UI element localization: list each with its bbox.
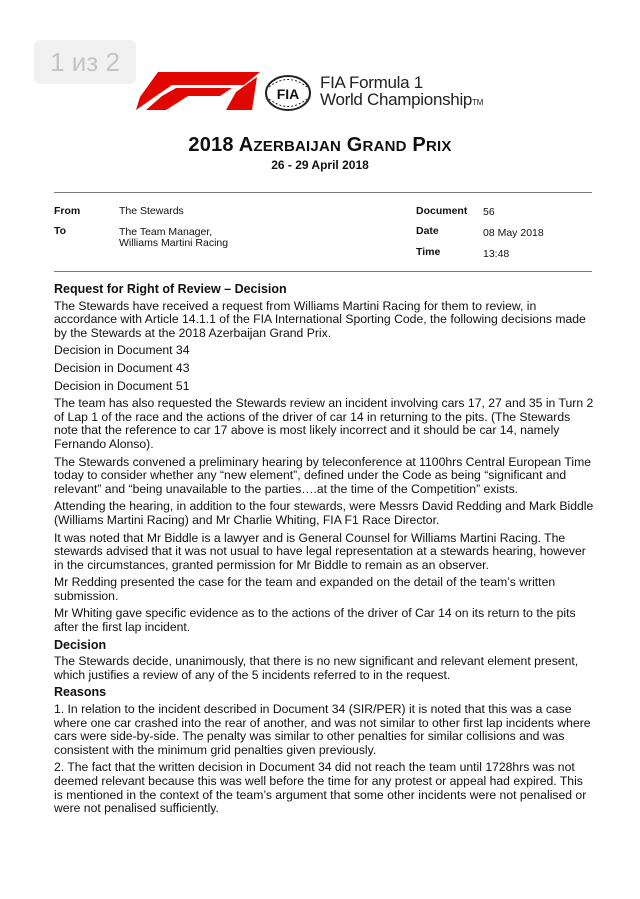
time-value: 13:48 [483,248,510,260]
paragraph: The Stewards convened a preliminary hearing by teleconference at 1100hrs Central European Time today to consider whether any “new element”, defined under the Code as being “significant and relevant” and “being unavailable to the parties….at the time of the Competition” exists. [54,454,592,496]
paragraph: The Stewards have received a request from Williams Martini Racing for them to review, in accordance with Article 14.1.1 of the FIA International Sporting Code, the following decisions made by the Stewards at the 2018 Azerbaijan Grand Prix. [54,298,586,340]
to-label: To [54,225,67,237]
section-heading: Request for Right of Review – Decision [54,282,287,296]
decision-heading: Decision [54,637,107,652]
decision-item: Decision in Document 34 [54,343,190,358]
paragraph: Mr Redding presented the case for the team and expanded on the detail of the team’s written submission. [54,575,556,603]
reasons-heading: Reasons [54,685,107,700]
paragraph: Attending the hearing, in addition to the four stewards, were Messrs David Redding and Mark Biddle (Williams Martini Racing) and Mr Charlie Whiting, FIA F1 Race Director. [54,499,594,527]
document-body [54,283,594,820]
decision-item: Decision in Document 51 [54,378,190,393]
event-dates: 26 - 29 April 2018 [271,158,369,172]
paragraph: Mr Whiting gave specific evidence as to the actions of the driver of Car 14 on its return to the pits after the first lap incident. [54,606,576,635]
top-rule [54,192,592,193]
to-value-line2: Williams Martini Racing [119,237,229,249]
page-indicator: 1 из 2 [34,40,136,84]
paragraph: It was noted that Mr Biddle is a lawyer and is General Counsel for Williams Martini Racing. The stewards advised that it was not usual to have legal representation at a stewards hearing, however in the circumstances, granted permission for Mr Biddle to remain as an observer. [54,530,586,572]
to-value-line1: The Team Manager, [119,226,213,238]
f1-logo [136,72,260,110]
fia-badge [263,70,313,108]
reason-item: 2. The fact that the written decision in Document 34 did not reach the team until 1728hrs was not deemed relevant because this was well before the time for any protest or appeal had expired. This is mentioned in the context of the team’s argument that some other incidents were not penalised or were not penalised sufficiently. [54,760,587,816]
from-value: The Stewards [119,205,184,217]
reason-item: 1. In relation to the incident described in Document 34 (SIR/PER) it is noted that this was a case where one car crashed into the rear of another, and was not similar to other first lap incidents where cars were side-by-side. The penalty was similar to other penalties for similar collisions and was consistent with the minimum grid penalties given previously. [54,702,591,757]
from-label: From [54,205,81,217]
paragraph: The Stewards decide, unanimously, that there is no new significant and relevant element present, which justifies a review of any of the 5 incidents referred to in the request. [54,654,579,682]
event-title: 2018 AZERBAIJAN GRAND PRIX [188,134,452,156]
fia-title-line1: FIA Formula 1 [320,73,423,92]
time-label: Time [416,246,441,258]
document-value: 56 [483,206,495,218]
header-logo [136,68,516,114]
date-value: 08 May 2018 [483,227,544,239]
fia-title-line2: World ChampionshipTM [320,90,484,109]
date-label: Date [416,225,439,237]
svg-text:FIA: FIA [276,86,300,102]
paragraph: The team has also requested the Stewards review an incident involving cars 17, 27 and 35 in Turn 2 of Lap 1 of the race and the actions of the driver of car 14 in returning to the pits. (The Stewards note that the reference to car 17 above is most likely incorrect and it should be car 14, namely Fernando Alonso). [54,396,594,451]
bottom-rule [54,271,592,272]
decision-item: Decision in Document 43 [54,360,190,375]
document-label: Document [416,205,468,217]
trademark: TM [472,98,484,107]
